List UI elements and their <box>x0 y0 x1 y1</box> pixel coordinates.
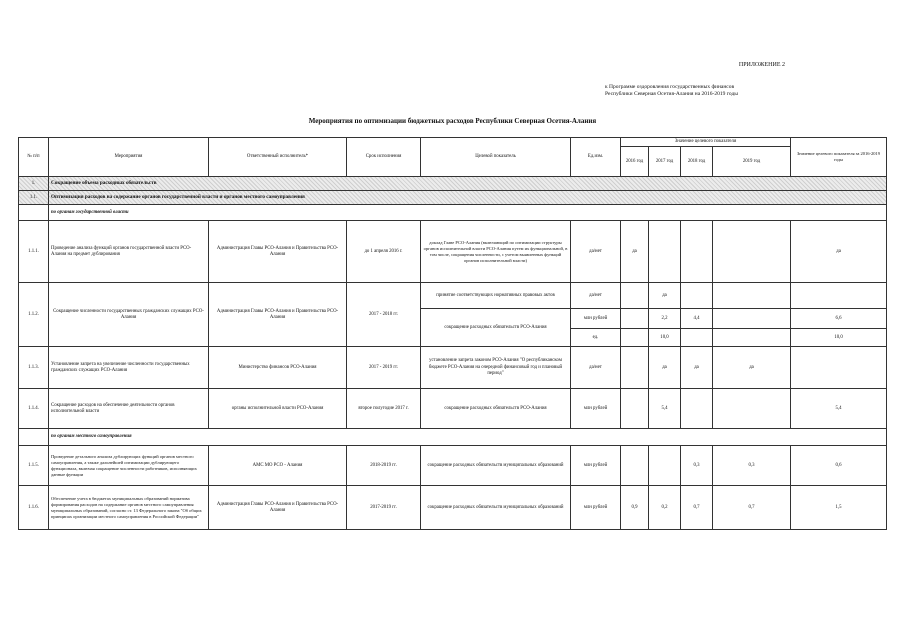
row-value-2016 <box>621 347 649 389</box>
row-value-2016 <box>621 446 649 486</box>
row-value-2016: да <box>621 221 649 283</box>
row-value-2016 <box>621 283 649 309</box>
row-deadline: 2018-2019 гг. <box>347 446 421 486</box>
table-row <box>19 221 887 283</box>
row-deadline: 2017 - 2019 гг. <box>347 347 421 389</box>
subsection-label: по органам государственной власти <box>49 205 887 221</box>
row-value-2016: 0,9 <box>621 486 649 530</box>
row-total: 1,5 <box>791 486 887 530</box>
row-value-2017 <box>649 446 681 486</box>
row-value-2018: да <box>681 347 713 389</box>
row-value-2018 <box>681 329 713 347</box>
column-header-2019: 2019 год <box>713 147 791 177</box>
section-label: Оптимизация расходов на содержание органов государственной власти и органов местного самоуправления <box>49 191 887 205</box>
row-value-2017: 0,2 <box>649 486 681 530</box>
column-header-2016: 2016 год <box>621 147 649 177</box>
column-header-deadline: Срок исполнения <box>347 138 421 177</box>
row-deadline: второе полугодие 2017 г. <box>347 389 421 429</box>
row-responsible: АМС МО РСО - Алания <box>209 446 347 486</box>
row-num: 1.1.3. <box>19 347 49 389</box>
row-total: да <box>791 221 887 283</box>
section-row-1-1 <box>19 191 887 205</box>
row-measure: Сокращение численности государственных гражданских служащих РСО-Алания <box>49 283 209 347</box>
row-value-2019: 0,3 <box>713 446 791 486</box>
row-value-2017: да <box>649 283 681 309</box>
row-total <box>791 347 887 389</box>
column-header-num: № п/п <box>19 138 49 177</box>
section-num: 1.1. <box>19 191 49 205</box>
row-value-2019: 0,7 <box>713 486 791 530</box>
row-total: 5,4 <box>791 389 887 429</box>
row-value-2017: да <box>649 347 681 389</box>
row-responsible: Министерство финансов РСО-Алания <box>209 347 347 389</box>
row-unit: да/нет <box>571 283 621 309</box>
row-indicator: сокращение расходных обязательств РСО-Алания <box>421 309 571 347</box>
row-measure: Сокращение расходов на обеспечение деятельности органов исполнительной власти <box>49 389 209 429</box>
row-responsible: Администрация Главы РСО-Алания и Правительства РСО-Алания <box>209 221 347 283</box>
row-indicator: принятие соответствующих нормативных правовых актов <box>421 283 571 309</box>
measures-table <box>18 137 887 530</box>
row-measure: Проведение детального анализа дублирующих функций органов местного самоуправления, а также дальнейшей оптимизации дублирующего функционала, включая сокращение численности работников, исполняющих данные функции <box>49 446 209 486</box>
column-header-indicator: Целевой показатель <box>421 138 571 177</box>
row-responsible: органы исполнительной власти РСО-Алания <box>209 389 347 429</box>
row-unit: да/нет <box>571 347 621 389</box>
row-total: 0,6 <box>791 446 887 486</box>
table-row <box>19 486 887 530</box>
column-header-2017: 2017 год <box>649 147 681 177</box>
row-value-2018: 0,3 <box>681 446 713 486</box>
column-header-2018: 2018 год <box>681 147 713 177</box>
row-deadline: 2017-2019 гг. <box>347 486 421 530</box>
row-unit: млн рублей <box>571 389 621 429</box>
row-num: 1.1.1. <box>19 221 49 283</box>
column-header-values-group: Значение целевого показателя <box>621 138 791 147</box>
appendix-label: ПРИЛОЖЕНИЕ 2 <box>738 62 785 68</box>
table-row <box>19 446 887 486</box>
section-label: Сокращение объема расходных обязательств <box>49 177 887 191</box>
row-indicator: сокращение расходных обязательств муниципальных образований <box>421 446 571 486</box>
table-row <box>19 283 887 309</box>
row-total <box>791 283 887 309</box>
column-header-measure: Мероприятия <box>49 138 209 177</box>
row-total: 6,6 <box>791 309 887 329</box>
row-unit: млн рублей <box>571 486 621 530</box>
column-header-total: Значение целевого показателя за 2016-2019 годы <box>791 138 887 177</box>
row-indicator: сокращение расходных обязательств РСО-Алания <box>421 389 571 429</box>
row-value-2017: 5,4 <box>649 389 681 429</box>
program-reference-line-2: Республики Северная Осетия-Алания на 2016-2019 годы <box>605 91 738 98</box>
row-value-2019 <box>713 283 791 309</box>
row-value-2018 <box>681 221 713 283</box>
page-title: Мероприятия по оптимизации бюджетных расходов Республики Северная Осетия-Алания <box>308 117 597 125</box>
row-value-2016 <box>621 389 649 429</box>
row-measure: Установление запрета на увеличение численности государственных гражданских служащих РСО-Алания <box>49 347 209 389</box>
row-total: 10,0 <box>791 329 887 347</box>
row-num: 1.1.5. <box>19 446 49 486</box>
column-header-unit: Ед.изм. <box>571 138 621 177</box>
row-num: 1.1.2. <box>19 283 49 347</box>
section-row-1 <box>19 177 887 191</box>
program-reference-line-1: к Программе оздоровления государственных финансов <box>605 84 735 90</box>
row-value-2016 <box>621 329 649 347</box>
row-value-2016 <box>621 309 649 329</box>
row-indicator: установление запрета законом РСО-Алания "О республиканском бюджете РСО-Алания на очередной финансовый год и плановый период" <box>421 347 571 389</box>
row-value-2019: да <box>713 347 791 389</box>
row-measure: Проведение анализа функций органов государственной власти РСО-Алания на предмет дублирования <box>49 221 209 283</box>
row-num: 1.1.4. <box>19 389 49 429</box>
section-num: 1. <box>19 177 49 191</box>
row-value-2017 <box>649 221 681 283</box>
column-header-responsible: Ответственный исполнитель* <box>209 138 347 177</box>
row-value-2019 <box>713 221 791 283</box>
row-indicator: доклад Главе РСО-Алания (включающий по оптимизации структуры органов исполнительной власти РСО-Алания путем их функциональной, в том числе, сокращения численности, с учетом выявленных функций органов исполнительной власти) <box>421 221 571 283</box>
program-reference <box>605 84 835 99</box>
row-value-2017: 2,2 <box>649 309 681 329</box>
row-value-2018 <box>681 389 713 429</box>
row-value-2017: 10,0 <box>649 329 681 347</box>
row-responsible: Администрация Главы РСО-Алания и Правительства РСО-Алания <box>209 283 347 347</box>
row-measure: Обеспечение учета в бюджетах муниципальных образований норматива формирования расходов на содержание органов местного самоуправления муниципальных образований, согласно ст. 13 Федерального закона "Об общих принципах организации местного самоуправления в Российской Федерации" <box>49 486 209 530</box>
row-value-2019 <box>713 309 791 329</box>
subsection-row-mun <box>19 429 887 446</box>
row-value-2019 <box>713 389 791 429</box>
row-value-2019 <box>713 329 791 347</box>
row-num: 1.1.6. <box>19 486 49 530</box>
row-value-2018: 4,4 <box>681 309 713 329</box>
row-value-2018 <box>681 283 713 309</box>
row-deadline: 2017 - 2018 гг. <box>347 283 421 347</box>
row-indicator: сокращение расходных обязательств муниципальных образований <box>421 486 571 530</box>
table-row <box>19 347 887 389</box>
row-responsible: Администрация Главы РСО-Алания и Правительства РСО-Алания <box>209 486 347 530</box>
subsection-row-gov <box>19 205 887 221</box>
row-unit: да/нет <box>571 221 621 283</box>
row-unit: млн рублей <box>571 309 621 329</box>
subsection-label: по органам местного самоуправления <box>49 429 887 446</box>
row-unit: млн рублей <box>571 446 621 486</box>
table-row <box>19 389 887 429</box>
row-deadline: до 1 апреля 2016 г. <box>347 221 421 283</box>
row-unit: ед. <box>571 329 621 347</box>
row-value-2018: 0,7 <box>681 486 713 530</box>
